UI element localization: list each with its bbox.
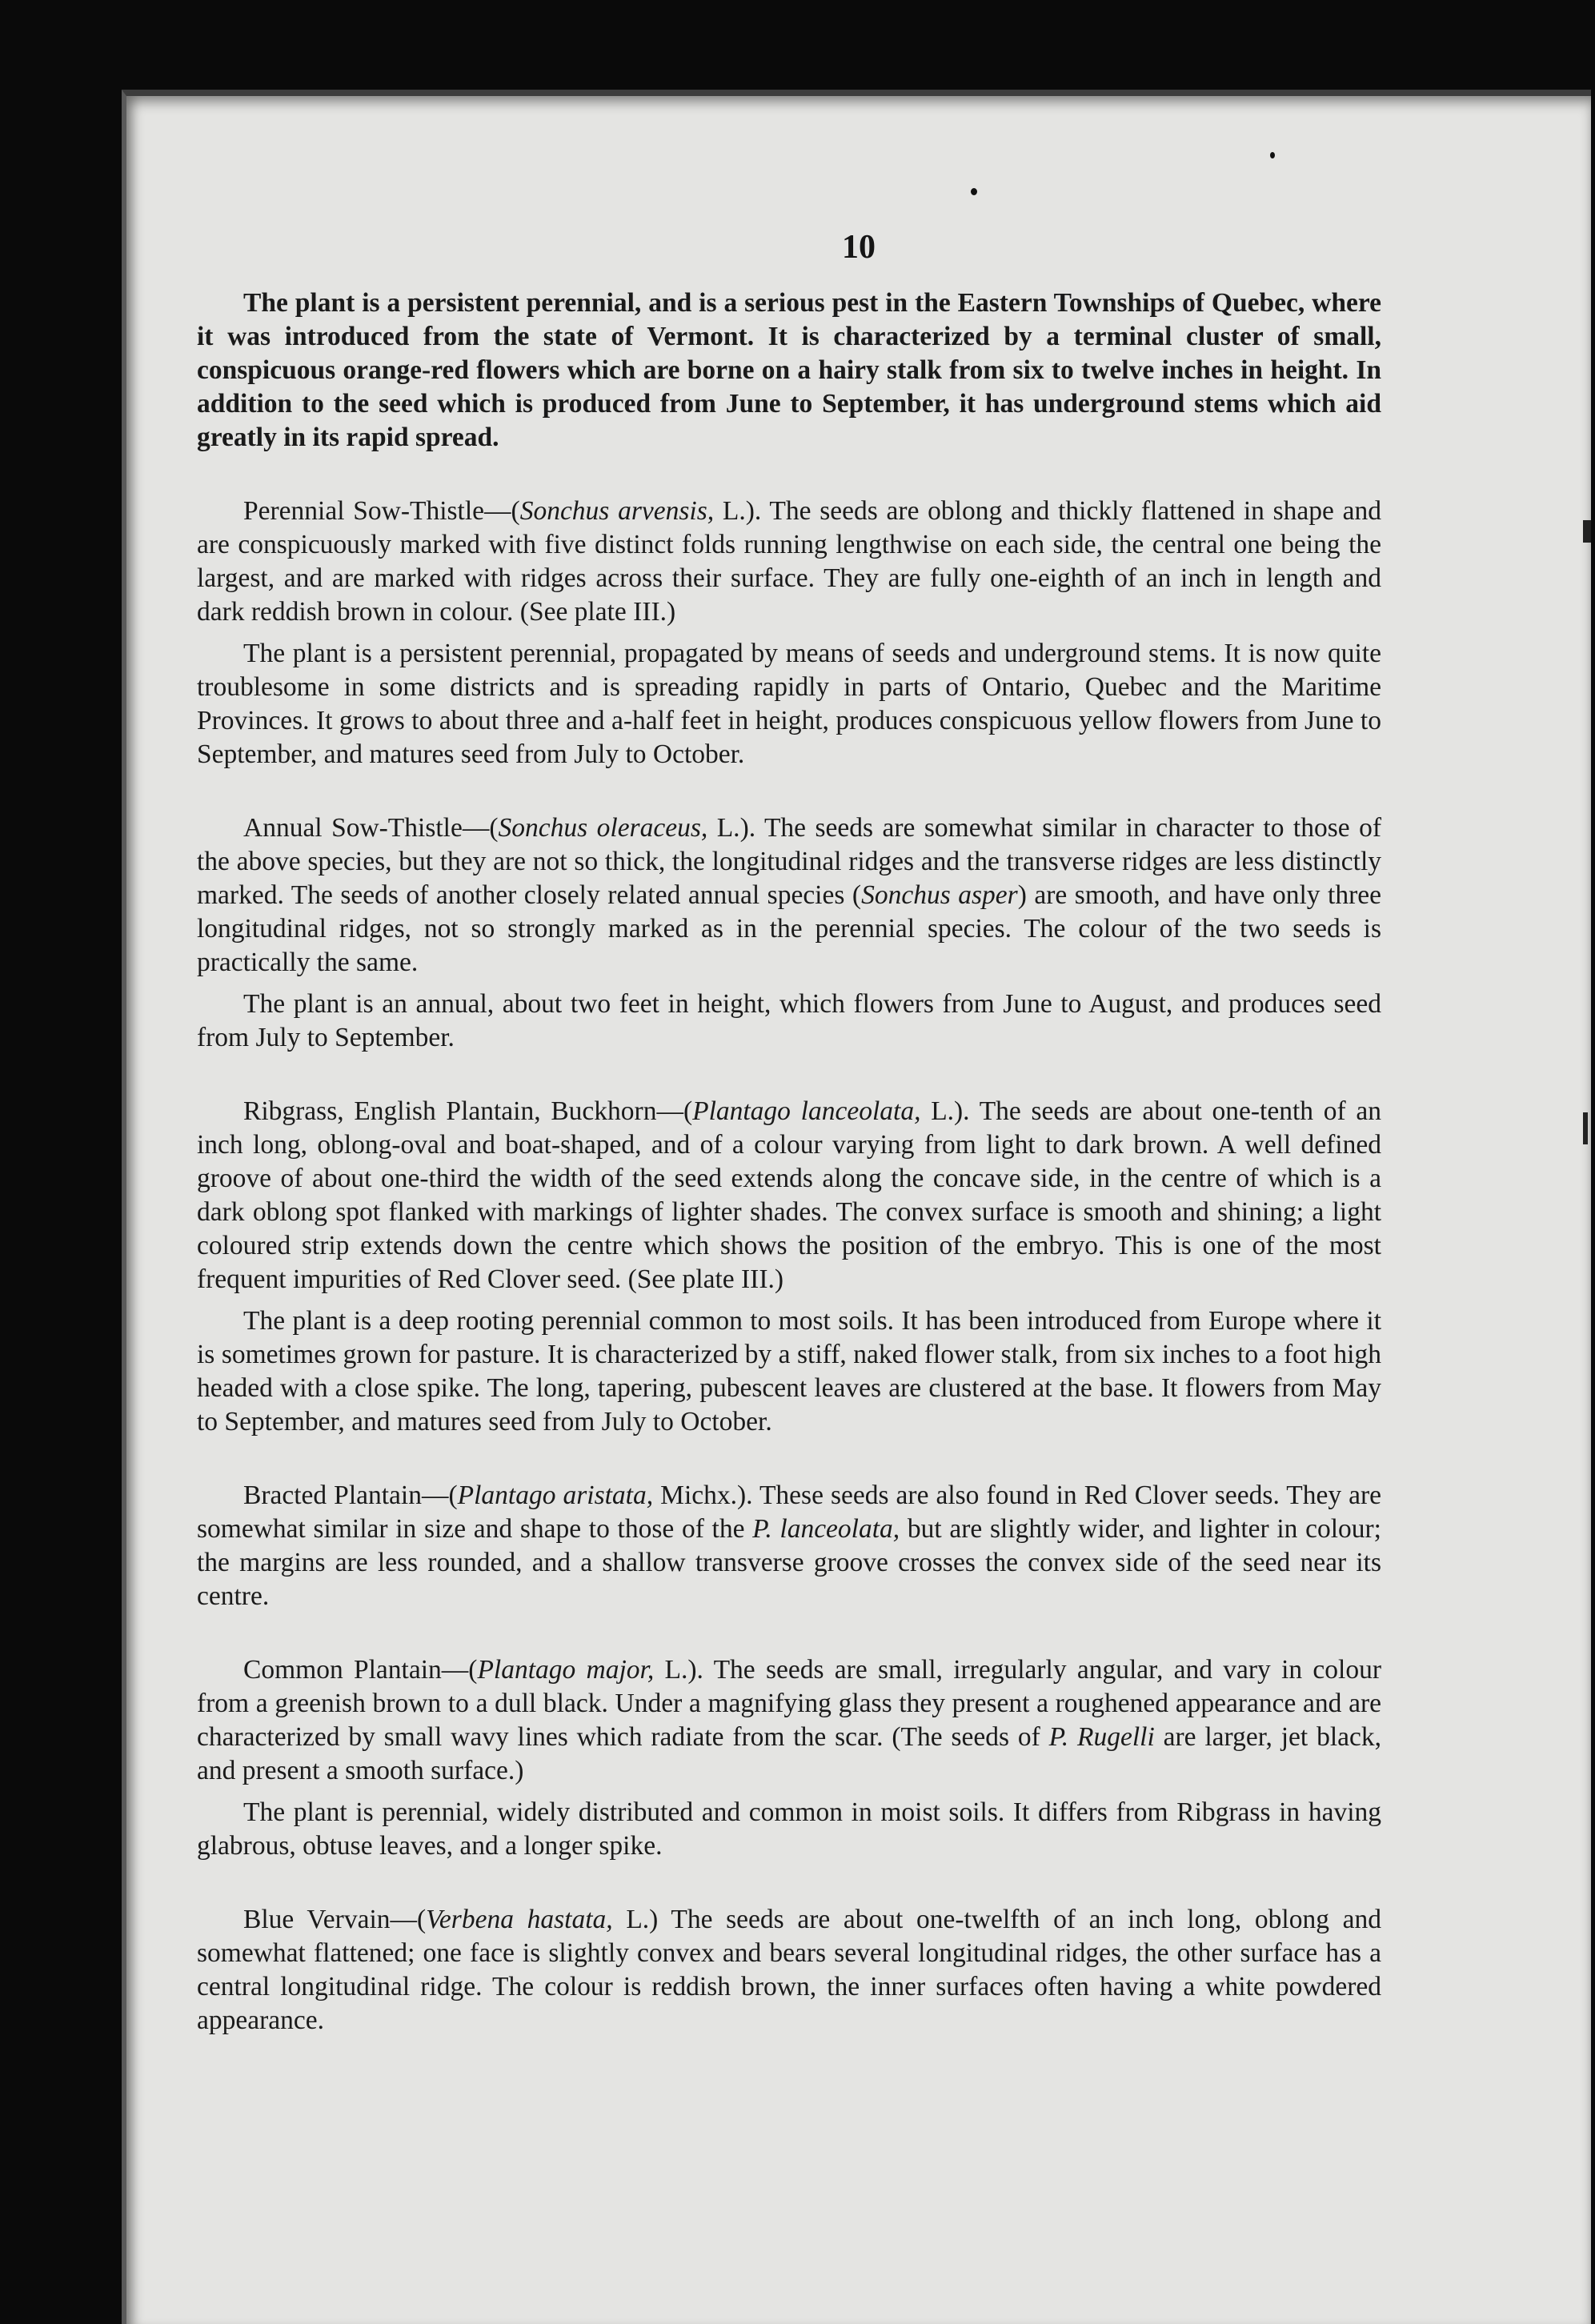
entry-name: Common Plantain [243,1655,442,1685]
entry-description: The seeds are small, irregularly angular, and vary in colour from a greenish brown to a dull black. Under a magnifying glass they present a roughened appearance and are characterized by small wavy lines which radiate from the scar. (The seeds of [197,1655,1381,1752]
weed-entry-perennial-sow-thistle: Perennial Sow-Thistle—(Sonchus arvensis, L.). The seeds are oblong and thickly flattened in shape and are conspicuously marked with five distinct folds running lengthwise on each side, the central one being the largest, and are marked with ridges across their surface. They are fully one-eighth of an inch in length and dark reddish brown in colour. (See plate III.) [197,496,1382,627]
page-body-text [197,286,1381,2038]
weed-entry-ribgrass: Ribgrass, English Plantain, Buckhorn—(Plantago lanceolata, L.). The seeds are about one-tenth of an inch long, oblong-oval and boat-shaped, and of a colour varying from light to dark brown. A well defined groove of about one-third the width of the seed extends along the concave side, in the centre of which is a dark oblong spot flanked with markings of lighter shades. The convex surface is smooth and shining; a light coloured strip extends down the centre which shows the position of the embryo. This is one of the most frequent impurities of Red Clover seed. (See plate III.) [197,1096,1382,1294]
species-name: Sonchus oleraceus, [498,813,708,843]
entry-description: The seeds are somewhat similar in character to those of the above species, but they are not so thick, the longitudinal ridges and the transverse ridges are less distinctly marked. The seeds of another closely related annual species ( [197,813,1381,910]
related-species-name: P. Rugelli [1048,1722,1155,1752]
entry-description: These seeds are also found in Red Clover seeds. They are somewhat similar in size and shape to those of the [197,1481,1381,1544]
species-authority: L. [716,813,740,843]
species-name: Plantago major, [477,1655,655,1685]
entry-description-continued: are larger, jet black, and present a smooth surface.) [197,1722,1381,1785]
species-authority: Michx. [660,1481,737,1510]
species-authority: L. [626,1905,650,1934]
ink-speck [971,188,977,195]
paragraph: The plant is a persistent perennial, propagated by means of seeds and underground stems. It is now quite troublesome in some districts and is spreading rapidly in parts of Ontario, Quebec and the Maritime Provinces. It grows to about three and a-half feet in height, produces conspicuous yellow flowers from June to September, and matures seed from July to October. [197,639,1381,769]
weed-entry-annual-sow-thistle: Annual Sow-Thistle—(Sonchus oleraceus, L.). The seeds are somewhat similar in character to those of the above species, but they are not so thick, the longitudinal ridges and the transverse ridges are less distinctly marked. The seeds of another closely related annual species (Sonchus asper) are smooth, and have only three longitudinal ridges, not so strongly marked as in the perennial species. The colour of the two seeds is practically the same. [197,813,1381,977]
species-authority: L. [931,1096,955,1126]
entry-name: Bracted Plantain [243,1481,422,1510]
entry-name: Annual Sow-Thistle [243,813,463,843]
related-species-name: Sonchus asper [861,880,1018,910]
document-page [122,90,1591,2324]
species-name: Verbena hastata, [426,1905,613,1934]
related-species-name: P. lanceolata, [752,1514,900,1544]
species-name: Plantago aristata, [457,1481,654,1510]
page-number: 10 [842,229,876,266]
paragraph: The plant is perennial, widely distributed and common in moist soils. It differs from Ribgrass in having glabrous, obtuse leaves, and a longer spike. [197,1797,1381,1861]
species-authority: L. [664,1655,688,1685]
entry-description: The seeds are oblong and thickly flattened in shape and are conspicuously marked with five distinct folds running lengthwise on each side, the central one being the largest, and are marked with ridges across their surface. They are fully one-eighth of an inch in length and dark reddish brown in colour. (See plate III.) [197,496,1382,627]
paragraph: The plant is a deep rooting perennial common to most soils. It has been introduced from Europe where it is sometimes grown for pasture. It is characterized by a stiff, naked flower stalk, from six inches to a foot high headed with a close spike. The long, tapering, pubescent leaves are clustered at the base. It flowers from May to September, and matures seed from July to October. [197,1306,1381,1436]
entry-name: Perennial Sow-Thistle [243,496,485,526]
entry-description: The seeds are about one-twelfth of an inch long, oblong and somewhat flattened; one face is slightly convex and bears several longitudinal ridges, the other surface has a central longitudinal ridge. The colour is reddish brown, the inner surfaces often having a white powdered appearance. [197,1905,1381,2035]
entry-name: Blue Vervain [243,1905,391,1934]
paragraph: The plant is a persistent perennial, and is a serious pest in the Eastern Townships of Quebec, where it was introduced from the state of Vermont. It is characterized by a terminal cluster of small, conspicuous orange-red flowers which are borne on a hairy stalk from six to twelve inches in height. In addition to the seed which is produced from June to September, it has underground stems which aid greatly in its rapid spread. [197,288,1381,452]
entry-name: Ribgrass, English Plantain, Buckhorn [243,1096,657,1126]
weed-entry-common-plantain: Common Plantain—(Plantago major, L.). The seeds are small, irregularly angular, and vary in colour from a greenish brown to a dull black. Under a magnifying glass they present a roughened appearance and are characterized by small wavy lines which radiate from the scar. (The seeds of P. Rugelli are larger, jet black, and present a smooth surface.) [197,1655,1381,1785]
ink-speck [1270,152,1275,158]
entry-description: The seeds are about one-tenth of an inch long, oblong-oval and boat-shaped, and of a colour varying from light to dark brown. A well defined groove of about one-third the width of the seed extends along the concave side, in the centre of which is a dark oblong spot flanked with markings of lighter shades. The convex surface is smooth and shining; a light coloured strip extends down the centre which shows the position of the embryo. This is one of the most frequent impurities of Red Clover seed. (See plate III.) [197,1096,1382,1294]
edge-mark [1583,520,1591,543]
weed-entry-blue-vervain: Blue Vervain—(Verbena hastata, L.) The seeds are about one-twelfth of an inch long, oblong and somewhat flattened; one face is slightly convex and bears several longitudinal ridges, the other surface has a central longitudinal ridge. The colour is reddish brown, the inner surfaces often having a white powdered appearance. [197,1905,1381,2035]
paragraph: The plant is an annual, about two feet in height, which flowers from June to August, and produces seed from July to September. [197,989,1381,1052]
weed-entry-bracted-plantain: Bracted Plantain—(Plantago aristata, Michx.). These seeds are also found in Red Clover seeds. They are somewhat similar in size and shape to those of the P. lanceolata, but are slightly wider, and lighter in colour; the margins are less rounded, and a shallow transverse groove crosses the convex side of the seed near its centre. [197,1481,1381,1611]
edge-mark [1583,1112,1588,1144]
species-authority: L. [722,496,746,526]
species-name: Sonchus arvensis, [519,496,715,526]
entry-description-continued: but are slightly wider, and lighter in colour; the margins are less rounded, and a shallow transverse groove crosses the convex side of the seed near its centre. [197,1514,1381,1611]
entry-description-continued: ) are smooth, and have only three longitudinal ridges, not so strongly marked as in the perennial species. The colour of the two seeds is practically the same. [197,880,1381,977]
species-name: Plantago lanceolata, [692,1096,921,1126]
